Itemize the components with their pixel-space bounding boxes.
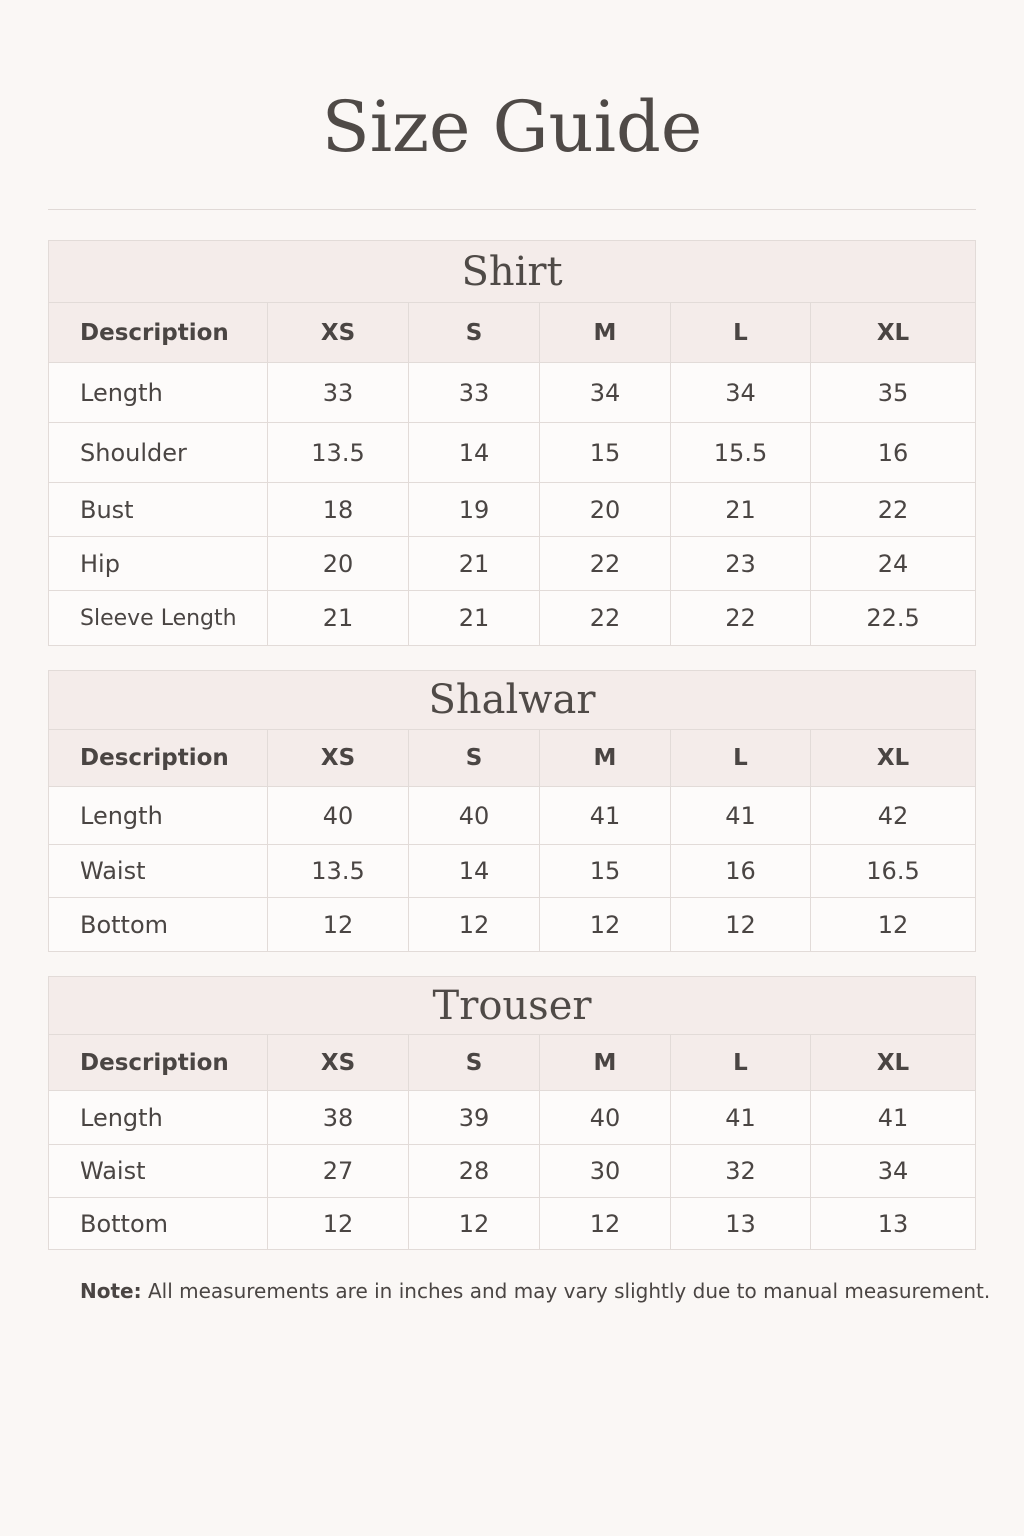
column-header-s: S — [409, 1035, 540, 1091]
table-cell: 14 — [409, 845, 540, 898]
table-row — [49, 423, 976, 483]
row-label: Hip — [49, 537, 268, 591]
column-header-l: L — [671, 730, 811, 787]
column-header-description: Description — [49, 303, 268, 363]
table-cell: 12 — [671, 898, 811, 952]
column-header-l: L — [671, 1035, 811, 1091]
table-cell: 12 — [268, 898, 409, 952]
column-header-m: M — [540, 730, 671, 787]
table-cell: 20 — [540, 483, 671, 537]
measurement-note — [80, 1279, 990, 1303]
column-header-xs: XS — [268, 730, 409, 787]
table-cell: 28 — [409, 1145, 540, 1198]
table-cell: 22 — [671, 591, 811, 646]
table-cell: 12 — [409, 898, 540, 952]
table-cell: 39 — [409, 1091, 540, 1145]
table-cell: 13.5 — [268, 845, 409, 898]
table-cell: 30 — [540, 1145, 671, 1198]
table-cell: 21 — [268, 591, 409, 646]
table-row — [49, 898, 976, 952]
column-header-xl: XL — [811, 730, 976, 787]
table-cell: 34 — [540, 363, 671, 423]
table-cell: 12 — [409, 1198, 540, 1250]
table-row — [49, 1091, 976, 1145]
table-row — [49, 1145, 976, 1198]
table-row — [49, 787, 976, 845]
table-cell: 20 — [268, 537, 409, 591]
table-cell: 14 — [409, 423, 540, 483]
shalwar-section-heading: Shalwar — [49, 671, 976, 730]
table-row — [49, 363, 976, 423]
table-cell: 41 — [671, 1091, 811, 1145]
table-cell: 12 — [540, 898, 671, 952]
table-cell: 15 — [540, 423, 671, 483]
column-header-description: Description — [49, 1035, 268, 1091]
table-cell: 33 — [409, 363, 540, 423]
table-cell: 40 — [268, 787, 409, 845]
column-header-s: S — [409, 303, 540, 363]
row-label: Waist — [49, 845, 268, 898]
table-cell: 22 — [540, 591, 671, 646]
table-cell: 13 — [671, 1198, 811, 1250]
column-header-l: L — [671, 303, 811, 363]
table-row — [49, 591, 976, 646]
table-cell: 32 — [671, 1145, 811, 1198]
note-label: Note: — [80, 1279, 142, 1303]
column-header-description: Description — [49, 730, 268, 787]
table-cell: 33 — [268, 363, 409, 423]
page-title: Size Guide — [321, 86, 703, 168]
trouser-section-heading: Trouser — [49, 977, 976, 1035]
row-label: Length — [49, 363, 268, 423]
table-cell: 27 — [268, 1145, 409, 1198]
table-cell: 12 — [811, 898, 976, 952]
column-header-xl: XL — [811, 303, 976, 363]
table-row — [49, 845, 976, 898]
table-cell: 21 — [671, 483, 811, 537]
row-label: Bust — [49, 483, 268, 537]
table-cell: 15 — [540, 845, 671, 898]
row-label: Bottom — [49, 1198, 268, 1250]
row-label: Length — [49, 787, 268, 845]
column-header-m: M — [540, 1035, 671, 1091]
table-cell: 22 — [811, 483, 976, 537]
table-cell: 35 — [811, 363, 976, 423]
table-cell: 41 — [671, 787, 811, 845]
table-cell: 23 — [671, 537, 811, 591]
row-label: Bottom — [49, 898, 268, 952]
table-cell: 12 — [540, 1198, 671, 1250]
title-divider — [48, 209, 976, 210]
table-cell: 12 — [268, 1198, 409, 1250]
table-cell: 13 — [811, 1198, 976, 1250]
table-cell: 16 — [671, 845, 811, 898]
column-header-s: S — [409, 730, 540, 787]
table-row — [49, 1198, 976, 1250]
table-cell: 34 — [811, 1145, 976, 1198]
table-cell: 18 — [268, 483, 409, 537]
shirt-section-heading: Shirt — [49, 241, 976, 303]
table-cell: 40 — [409, 787, 540, 845]
column-header-m: M — [540, 303, 671, 363]
table-cell: 21 — [409, 537, 540, 591]
column-header-xs: XS — [268, 1035, 409, 1091]
table-cell: 22 — [540, 537, 671, 591]
note-text: All measurements are in inches and may vary slightly due to manual measurement. — [141, 1279, 991, 1303]
table-cell: 21 — [409, 591, 540, 646]
shalwar-size-table — [48, 670, 976, 952]
table-cell: 19 — [409, 483, 540, 537]
table-cell: 16 — [811, 423, 976, 483]
table-cell: 42 — [811, 787, 976, 845]
table-cell: 38 — [268, 1091, 409, 1145]
row-label: Length — [49, 1091, 268, 1145]
table-cell: 40 — [540, 1091, 671, 1145]
table-cell: 24 — [811, 537, 976, 591]
shirt-size-table — [48, 240, 976, 646]
table-cell: 34 — [671, 363, 811, 423]
table-row — [49, 537, 976, 591]
table-cell: 16.5 — [811, 845, 976, 898]
column-header-xs: XS — [268, 303, 409, 363]
row-label: Shoulder — [49, 423, 268, 483]
table-cell: 15.5 — [671, 423, 811, 483]
trouser-size-table — [48, 976, 976, 1250]
table-cell: 22.5 — [811, 591, 976, 646]
column-header-xl: XL — [811, 1035, 976, 1091]
table-cell: 41 — [540, 787, 671, 845]
table-row — [49, 483, 976, 537]
row-label: Waist — [49, 1145, 268, 1198]
table-cell: 41 — [811, 1091, 976, 1145]
table-cell: 13.5 — [268, 423, 409, 483]
row-label: Sleeve Length — [49, 591, 268, 646]
